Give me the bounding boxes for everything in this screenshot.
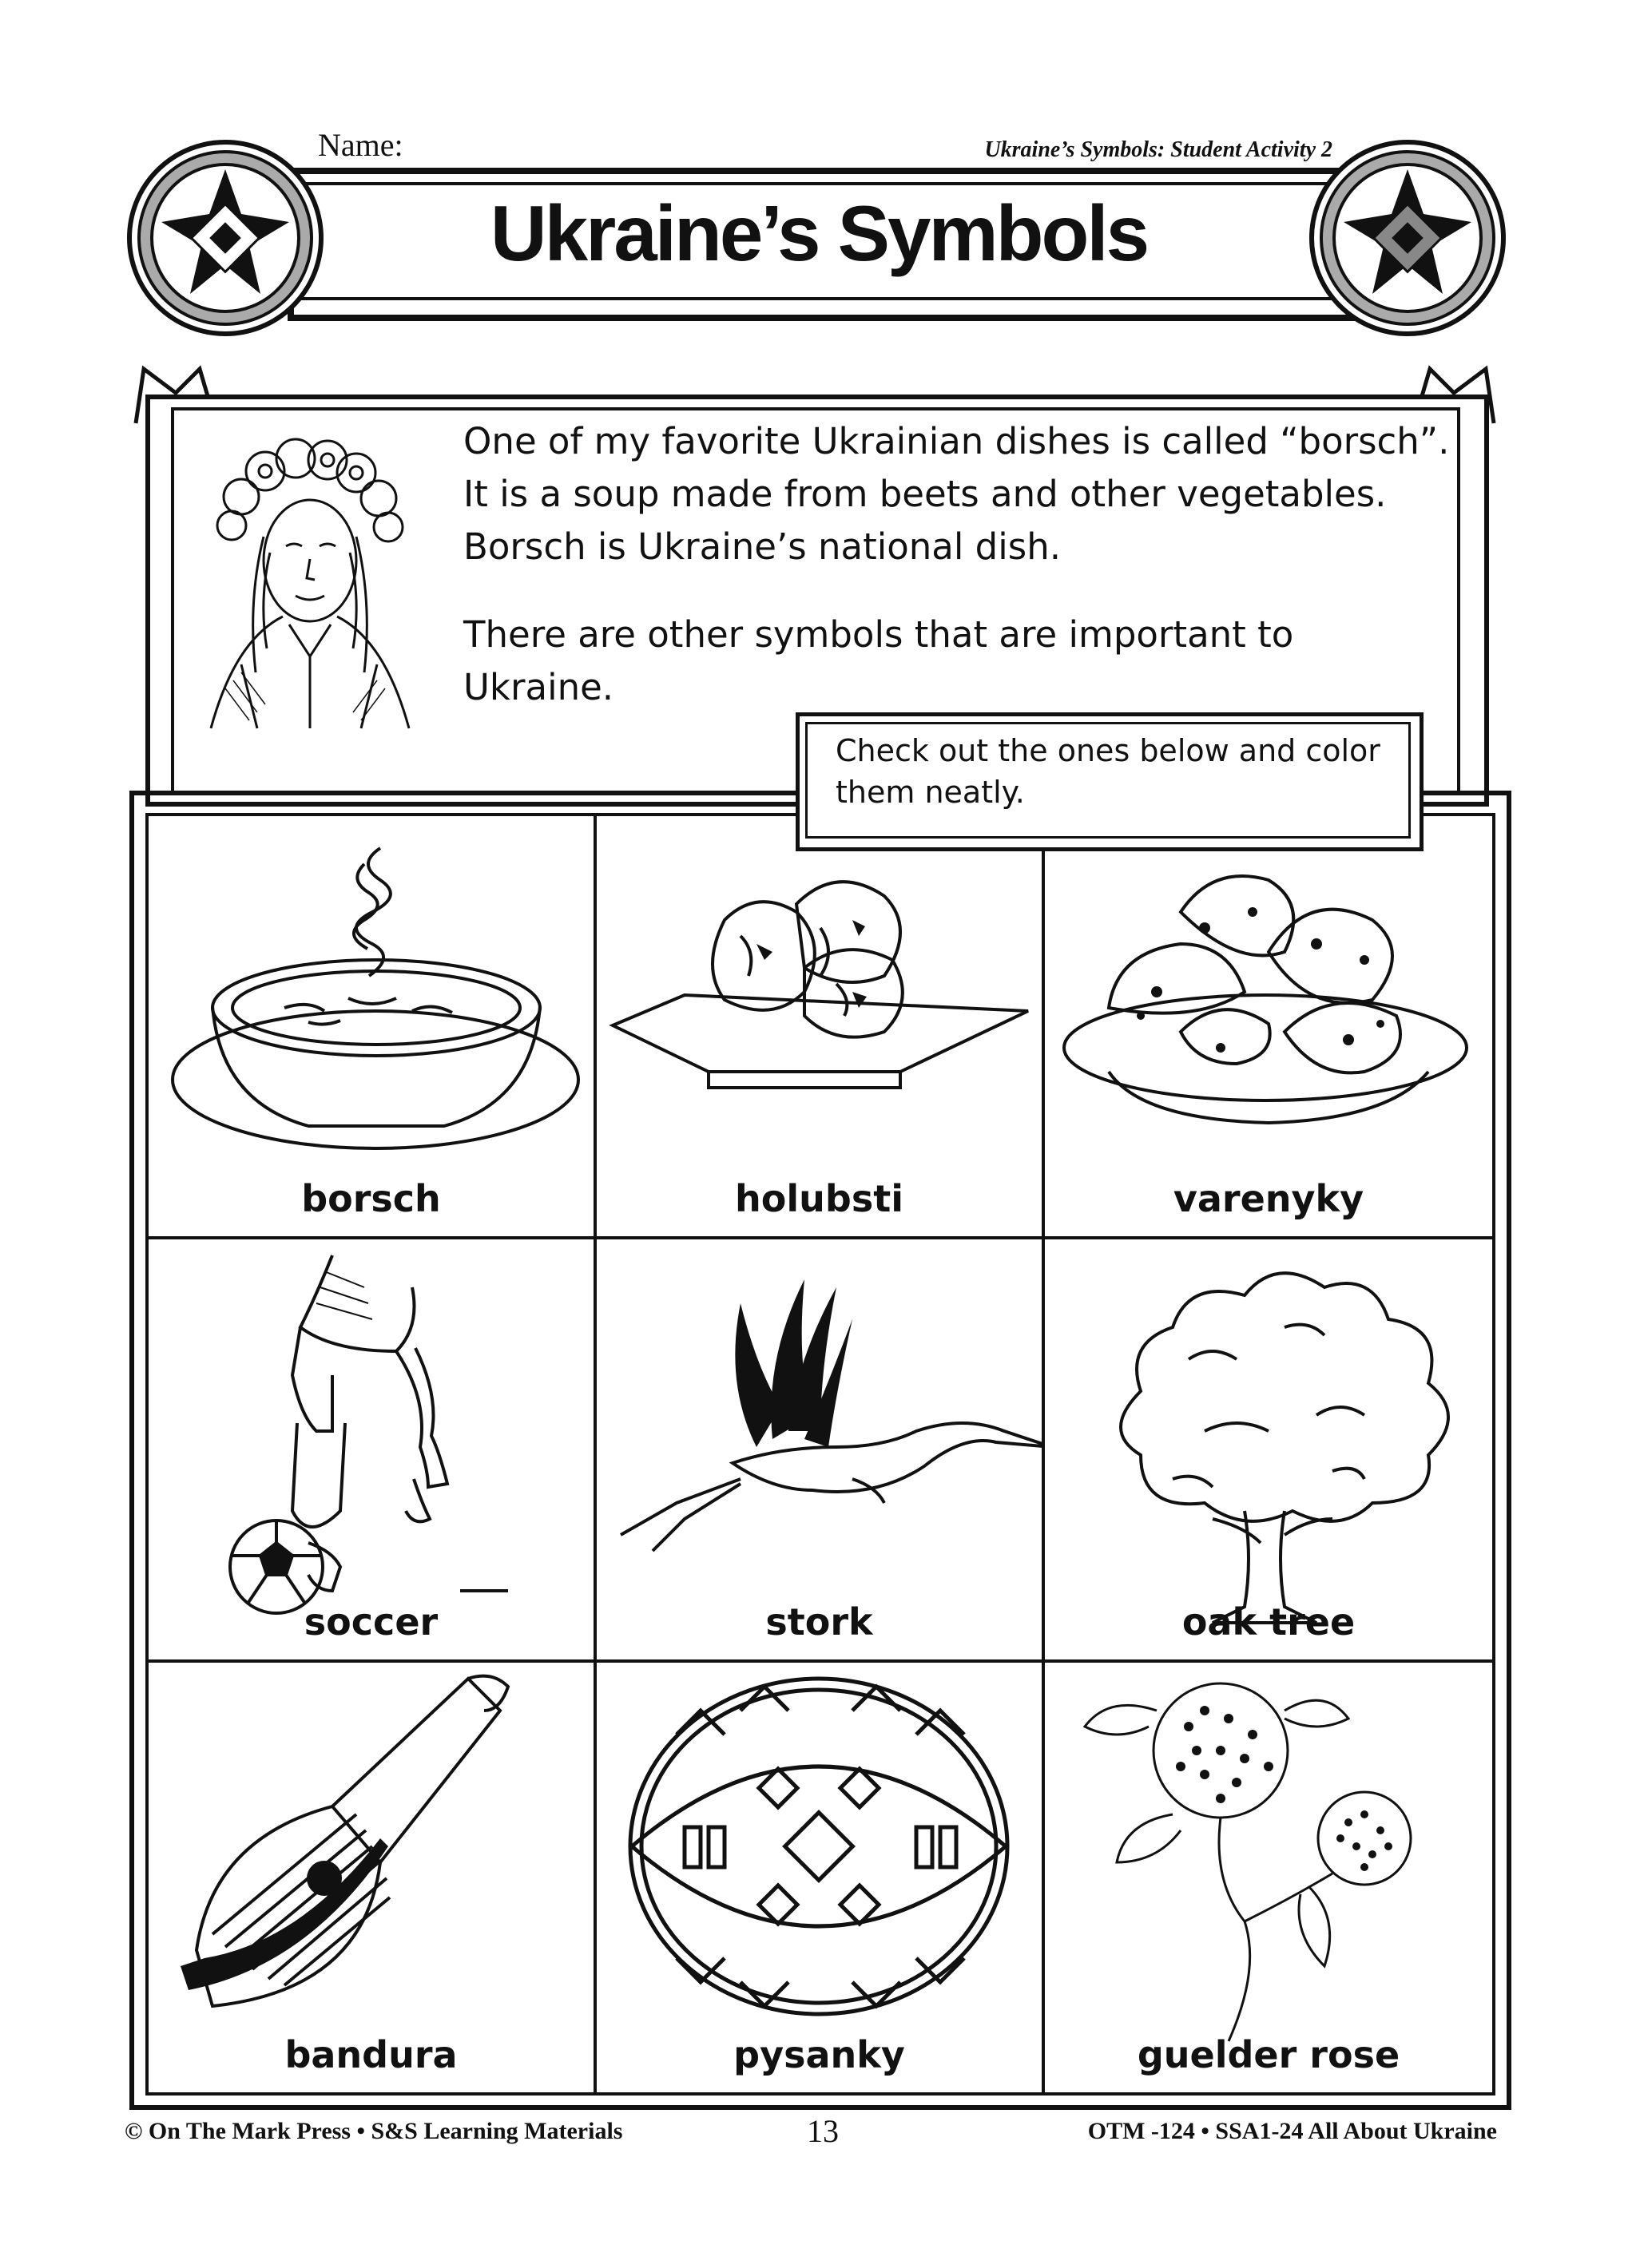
symbol-cell	[1045, 1239, 1492, 1663]
symbol-cell	[1045, 816, 1492, 1239]
stork-icon	[597, 1239, 1042, 1659]
footer-copyright: © On The Mark Press • S&S Learning Materials	[125, 2118, 623, 2144]
name-label: Name:	[318, 127, 403, 163]
footer-product-code: OTM -124 • SSA1-24 All About Ukraine	[1087, 2118, 1497, 2144]
pysanky-icon	[597, 1663, 1042, 2089]
symbol-cell	[597, 1239, 1045, 1663]
page-number: 13	[807, 2113, 839, 2149]
symbol-cell	[1045, 1663, 1492, 2092]
varenyky-icon	[1045, 816, 1489, 1236]
symbol-label: oak tree	[1181, 1600, 1356, 1644]
symbol-cell	[597, 1663, 1045, 2092]
symbol-label: guelder rose	[1137, 2033, 1400, 2076]
symbol-label: stork	[765, 1600, 873, 1644]
symbol-cell	[597, 816, 1045, 1239]
bandura-icon	[149, 1663, 594, 2089]
oak-tree-icon	[1045, 1239, 1489, 1659]
star-medallion-left-icon	[125, 137, 326, 339]
soccer-icon	[149, 1239, 594, 1659]
activity-subtitle: Ukraine’s Symbols: Student Activity 2	[984, 137, 1332, 162]
symbol-label: holubsti	[735, 1177, 903, 1220]
symbol-cell	[149, 816, 597, 1239]
symbol-grid	[145, 813, 1495, 2096]
intro-paragraph-1: One of my favorite Ukrainian dishes is called “borsch”. It is a soup made from beets and other vegetables. Borsch is Ukraine’s national dish.	[463, 420, 1450, 568]
symbol-label: borsch	[301, 1177, 441, 1220]
holubsti-icon	[597, 816, 1042, 1236]
symbol-label: bandura	[284, 2033, 458, 2076]
girl-portrait-icon	[193, 425, 425, 736]
symbol-label: varenyky	[1173, 1177, 1364, 1220]
borsch-icon	[149, 816, 594, 1236]
star-medallion-right-icon	[1307, 137, 1508, 339]
intro-paragraph-2: There are other symbols that are important to Ukraine.	[463, 613, 1294, 708]
symbol-cell	[149, 1239, 597, 1663]
instruction-text: Check out the ones below and color them neatly.	[836, 733, 1380, 810]
symbol-label: soccer	[304, 1600, 439, 1644]
page-title: Ukraine’s Symbols	[490, 189, 1148, 277]
guelder-rose-icon	[1045, 1663, 1489, 2089]
symbol-label: pysanky	[733, 2033, 905, 2076]
symbol-cell	[149, 1663, 597, 2092]
